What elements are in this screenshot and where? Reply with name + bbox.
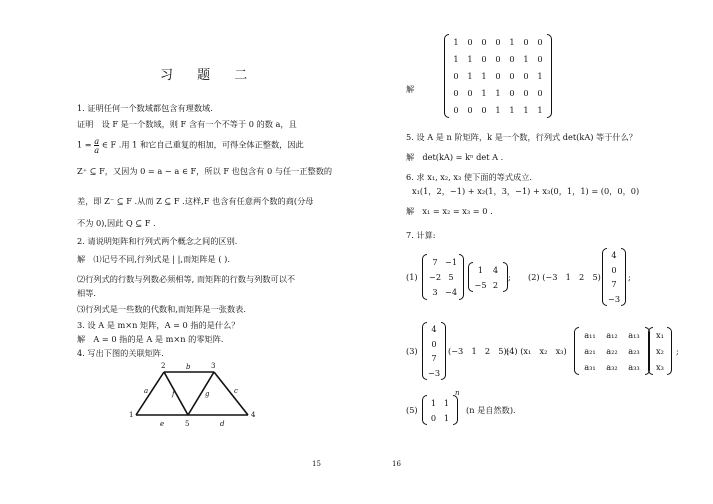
q1-matrix-a-cell: 7 [432,256,438,267]
incidence-matrix-cell: 0 [537,87,543,98]
problem-2-answer-b2: 相等. [77,288,96,298]
problem-5: 5. 设 A 是 n 阶矩阵，k 是一个数，行列式 det(kA) 等于什么？ [406,132,637,142]
incidence-matrix-cell: 0 [495,37,501,48]
q4-x-vector-cell: x₁ [656,330,664,340]
q4-matrix-a-cell: a₂₃ [628,346,640,356]
problem-1-eq [77,137,304,154]
problem-2-answer-a: 解 ⑴记号不同,行列式是 | |,而矩阵是 ( ). [77,254,230,264]
q1-matrix-b-cell: 1 [477,264,484,275]
edge-g: g [205,390,210,398]
q5-matrix [422,395,458,425]
incidence-matrix-cell: 1 [467,70,473,81]
q3-column-cell: 7 [431,353,437,364]
q4-matrix-a-cell: a₃₂ [606,362,618,372]
incidence-matrix-cell: 0 [509,70,515,81]
incidence-matrix-cell: 1 [453,54,459,65]
q2-column-cell: −3 [607,293,621,304]
problem-3: 3. 设 A 是 m×n 矩阵，A = 0 指的是什么？ [77,320,240,330]
problem-3-answer: 解 A = 0 指的是 A 是 m×n 的零矩阵. [77,334,224,344]
q5-matrix-cell: 0 [430,412,437,423]
incidence-matrix-cell: 0 [453,70,459,81]
incidence-matrix-cell: 0 [523,87,529,98]
q1-matrix-b-cell: 4 [492,264,499,275]
q2-row-vector: (2) (−3 1 2 5) [528,272,601,282]
page-title: 习 题 二 [160,68,258,83]
q4-matrix-a-cell: a₁₂ [606,330,618,340]
q5-label: (5) [406,405,418,415]
problem-6: 6. 求 x₁, x₂, x₃ 使下面的等式成立. [406,172,533,182]
problem-6-equation: x₁(1，2，−1) + x₂(1，3，−1) + x₃(0，1，1) = (0，0，0) [412,186,640,196]
incidence-matrix-cell: 1 [509,37,515,48]
q5-exponent: n [455,389,460,397]
incidence-matrix-cell: 1 [537,70,543,81]
q4-matrix-a-cell: a₂₂ [606,346,618,356]
q4-matrix-a-cell: a₃₃ [628,362,640,372]
problem-1-proof: 证明 设 F 是一个数域，则 F 含有一个不等于 0 的数 a，且 [77,119,297,129]
problem-1-line3: Z⁺ ⊆ F，又因为 0 = a − a ∈ F，所以 F 也包含有 0 与任一正整数的 [77,166,333,176]
left-page [0,0,356,504]
problem-2-answer-c: ⑶行列式是一些数的代数和,而矩阵是一张数表. [77,304,246,314]
frac-num: a [94,136,100,146]
q4-matrix-a-cell: a₂₁ [584,346,596,356]
incidence-matrix-cell: 0 [467,87,473,98]
problem-1: 1. 证明任何一个数域都包含有理数域. [77,103,213,113]
q1-matrix-b [468,262,508,292]
q2-column-cell: 7 [611,279,617,290]
fraction-a-over-a [94,137,99,154]
problem-5-answer: 解 det(kA) = kⁿ det A . [406,152,504,162]
solution-label: 解 [406,84,415,94]
q3-row-vector: (−3 1 2 5); [448,346,510,356]
q1-matrix-a-cell: −2 [428,271,442,282]
incidence-matrix-cell: 0 [509,87,515,98]
incidence-matrix-cell: 0 [523,70,529,81]
q1-separator: ; [508,272,511,282]
q1-matrix-b-cell: 2 [492,279,499,290]
q1-matrix-a-cell: 3 [432,286,438,297]
edge-f: f [172,390,175,398]
incidence-matrix-cell: 0 [453,87,459,98]
q4-matrix-a-cell: a₁₃ [628,330,640,340]
incidence-matrix-cell: 1 [467,54,473,65]
eq-one: 1 = [77,139,92,150]
q3-column-cell: −3 [427,367,441,378]
incidence-matrix-cell: 0 [481,37,487,48]
problem-1-line5: 不为 0),因此 Q ⊆ F . [77,218,156,228]
incidence-matrix-cell: 0 [537,37,543,48]
q5-matrix-cell: 1 [443,412,450,423]
incidence-matrix-cell: 0 [467,37,473,48]
incidence-matrix-cell: 1 [523,104,529,115]
edge-e: e [160,420,165,428]
q5-matrix-cell: 1 [443,397,450,408]
q4-matrix-a-cell: a₃₁ [584,362,596,372]
problem-1-line4: 差，即 Z⁻ ⊆ F .从而 Z ⊆ F .这样,F 也含有任意两个数的商(分母 [77,196,314,206]
incidence-matrix-cell: 0 [481,54,487,65]
q4-x-vector-cell: x₂ [656,346,664,356]
q4-x-vector-cell: x₃ [656,362,664,372]
q1-matrix-a-cell: −1 [444,256,458,267]
incidence-matrix-cell: 1 [509,104,515,115]
incidence-matrix-cell: 1 [523,54,529,65]
problem-2: 2. 请说明矩阵和行列式两个概念之间的区别. [77,236,238,246]
incidence-matrix-cell: 0 [453,104,459,115]
problem-2-answer-b1: ⑵行列式的行数与列数必须相等, 而矩阵的行数与列数可以不 [77,274,296,284]
frac-den: a [94,145,100,155]
q1-label: (1) [406,272,418,282]
q2-column-cell: 0 [611,264,617,275]
eq-tail: ∈ F .用 1 和它自己重复的相加，可得全体正整数，因此 [101,139,304,150]
node-4: 4 [251,411,256,419]
edge-c: c [234,387,238,395]
q1-matrix-a [422,254,464,300]
q2-column-vector [602,248,626,306]
q3-column-cell: 4 [431,324,437,335]
incidence-matrix-cell: 0 [537,54,543,65]
incidence-matrix-cell: 0 [509,54,515,65]
q4-matrix-a [574,327,650,375]
q1-matrix-b-cell: −5 [474,279,487,290]
q3-label: (3) [406,346,418,356]
q3-column-vector [422,322,446,380]
incidence-matrix-cell: 1 [453,37,459,48]
incidence-matrix-cell: 0 [467,104,473,115]
q1-matrix-a-cell: 5 [448,271,454,282]
q2-separator: ; [628,272,631,282]
q4-matrix-a-cell: a₁₁ [584,330,596,340]
page-number-left: 15 [312,460,321,468]
page-number-right: 16 [392,460,401,468]
incidence-matrix-cell: 1 [495,87,501,98]
node-2: 2 [161,362,166,370]
q4-row-vector: (4) (x₁ x₂ x₃) [506,346,567,356]
incidence-matrix-cell: 1 [495,104,501,115]
incidence-matrix-cell: 0 [495,70,501,81]
q2-column-cell: 4 [611,250,617,261]
incidence-matrix-cell: 0 [495,54,501,65]
q1-matrix-a-cell: −4 [444,286,458,297]
incidence-matrix-cell: 1 [481,70,487,81]
edge-a: a [144,387,149,395]
problem-7: 7. 计算: [406,230,436,240]
edge-d: d [220,420,225,428]
incidence-matrix [444,34,552,118]
incidence-matrix-cell: 1 [481,87,487,98]
incidence-matrix-cell: 0 [523,37,529,48]
problem-4: 4. 写出下图的关联矩阵. [77,348,164,358]
q5-note: (n 是自然数). [466,405,516,415]
problem-6-answer: 解 x₁ = x₂ = x₃ = 0 . [406,206,493,216]
q5-matrix-cell: 1 [430,397,437,408]
graph-diagram [120,360,260,430]
q4-separator: ; [676,346,679,356]
node-3: 3 [211,362,216,370]
right-page [356,0,713,504]
incidence-matrix-cell: 0 [481,104,487,115]
node-5: 5 [185,420,190,428]
q4-x-vector [648,327,672,375]
edge-b: b [186,363,191,371]
node-1: 1 [129,411,134,419]
incidence-matrix-cell: 1 [537,104,543,115]
q3-column-cell: 0 [431,338,437,349]
